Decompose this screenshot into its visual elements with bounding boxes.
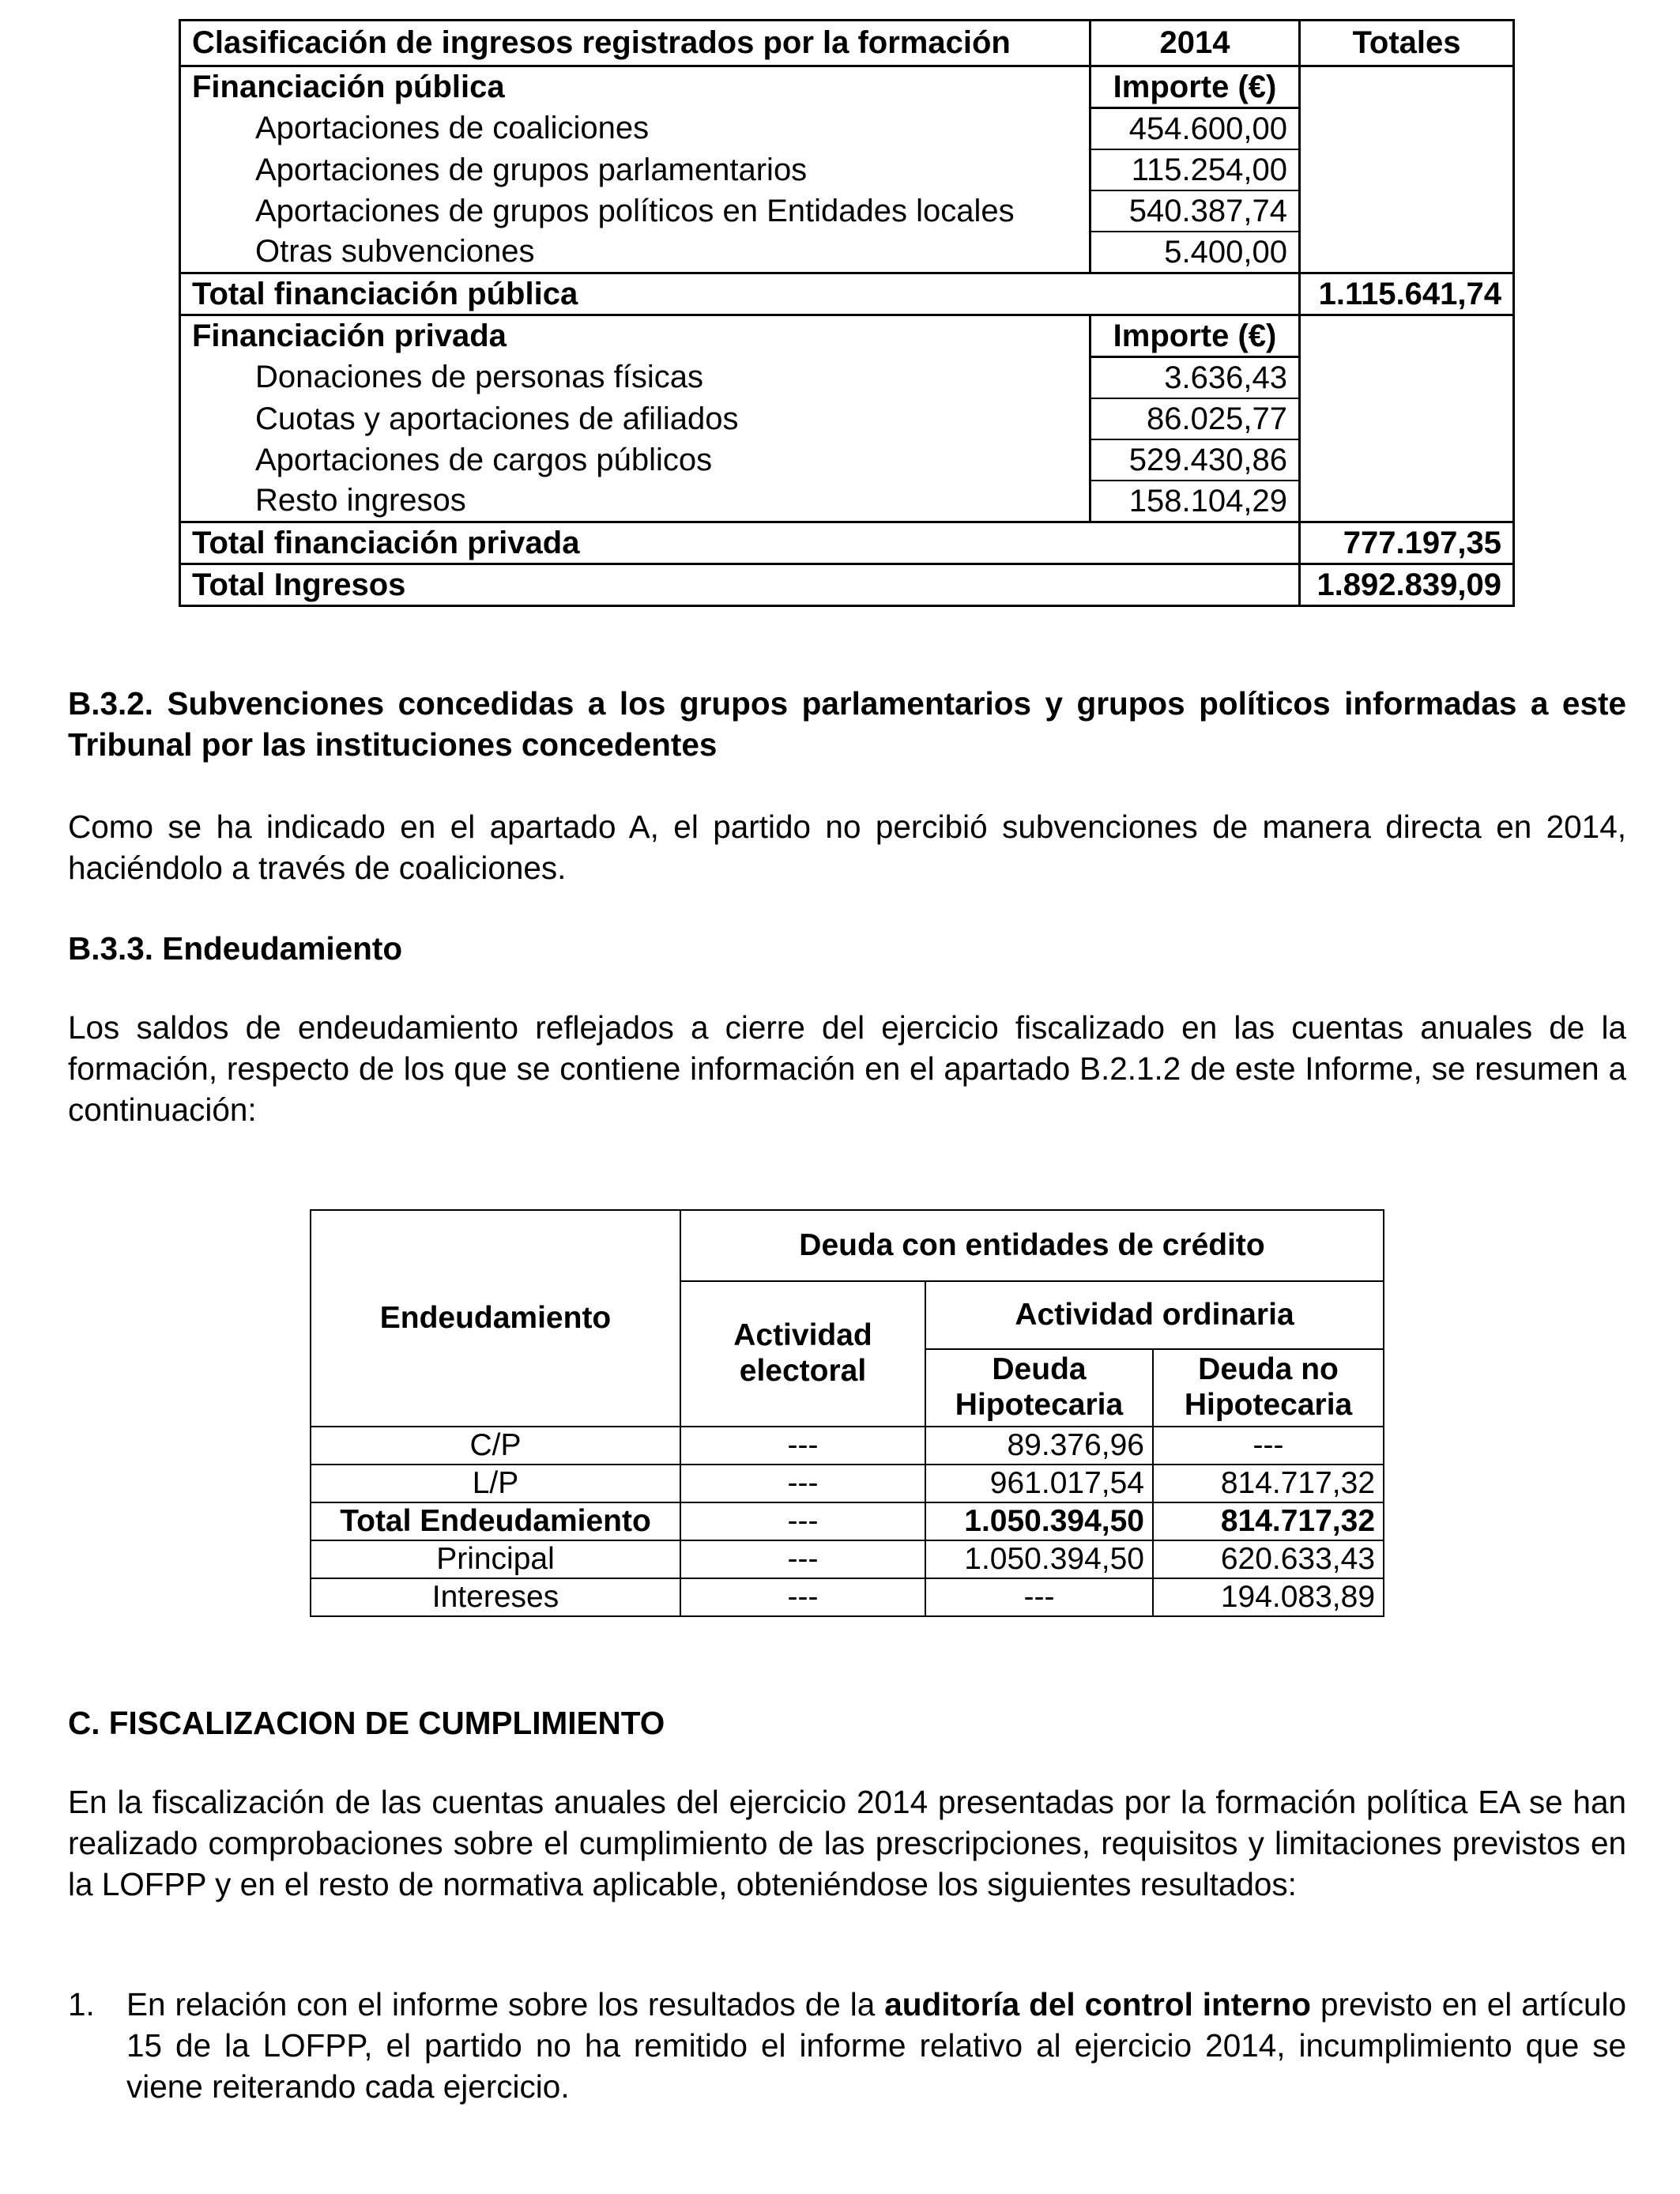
grand-total-value: 1.892.839,09 xyxy=(1300,564,1514,606)
public-row-label: Aportaciones de grupos políticos en Entidades locales xyxy=(180,190,1090,232)
debt-header-row-1 xyxy=(311,1210,1384,1281)
table-row xyxy=(311,1578,1384,1616)
private-row-label: Cuotas y aportaciones de afiliados xyxy=(180,398,1090,439)
private-row-value: 3.636,43 xyxy=(1090,357,1300,399)
debt-row-no-hipotecaria: 620.633,43 xyxy=(1153,1540,1384,1578)
debt-row-no-hipotecaria: 814.717,32 xyxy=(1153,1502,1384,1540)
section-c-heading: C. FISCALIZACION DE CUMPLIMIENTO xyxy=(68,1705,665,1741)
debt-row-hipotecaria: 1.050.394,50 xyxy=(925,1540,1153,1578)
grand-total-row xyxy=(180,564,1514,606)
debt-header-electoral: Actividad electoral xyxy=(680,1281,925,1427)
public-total-value: 1.115.641,74 xyxy=(1300,273,1514,315)
debt-row-label: L/P xyxy=(311,1465,680,1502)
debt-row-no-hipotecaria: --- xyxy=(1153,1427,1384,1465)
debt-row-electoral: --- xyxy=(680,1540,925,1578)
private-financing-header xyxy=(180,315,1514,357)
public-row-label: Aportaciones de grupos parlamentarios xyxy=(180,149,1090,190)
public-financing-header xyxy=(180,66,1514,108)
section-b332-heading: B.3.2. Subvenciones concedidas a los grupos parlamentarios y grupos políticos informadas a este Tribunal por las instituciones concedentes xyxy=(68,685,1626,763)
section-c-paragraph: En la fiscalización de las cuentas anuales del ejercicio 2014 presentadas por la formación política EA se han realizado comprobaciones sobre el cumplimiento de las prescripciones, requisitos y limitaciones previstos en la LOFPP y en el resto de normativa aplicable, obteniéndose los siguientes resultados: xyxy=(68,1784,1626,1902)
list-item-text-end: previsto en el artículo 15 de la LOFPP, el partido no ha remitido el informe relativo al ejercicio 2014, incumplimiento que se viene reiterando cada ejercicio. xyxy=(126,1986,1627,2105)
debt-header-hipotecaria: Deuda Hipotecaria xyxy=(925,1349,1153,1427)
debt-row-label: C/P xyxy=(311,1427,680,1465)
debt-header-group: Deuda con entidades de crédito xyxy=(680,1210,1384,1281)
income-header-totals: Totales xyxy=(1300,21,1514,66)
debt-row-electoral: --- xyxy=(680,1578,925,1616)
list-item-text-start: En relación con el informe sobre los resultados de la xyxy=(126,1986,885,2022)
grand-total-label: Total Ingresos xyxy=(180,564,1300,606)
debt-row-hipotecaria: --- xyxy=(925,1578,1153,1616)
section-b332-paragraph: Como se ha indicado en el apartado A, el partido no percibió subvenciones de manera directa en 2014, haciéndolo a través de coaliciones. xyxy=(68,809,1626,886)
section-b333-heading: B.3.3. Endeudamiento xyxy=(68,930,403,967)
debt-header-ordinaria: Actividad ordinaria xyxy=(925,1281,1384,1349)
debt-row-hipotecaria: 89.376,96 xyxy=(925,1427,1153,1465)
list-item-text xyxy=(126,1984,1626,2107)
private-row-value: 86.025,77 xyxy=(1090,398,1300,439)
private-row-label: Resto ingresos xyxy=(180,481,1090,522)
private-total-label: Total financiación privada xyxy=(180,522,1300,564)
debt-header-endeudamiento: Endeudamiento xyxy=(311,1210,680,1427)
public-financing-label: Financiación pública xyxy=(180,66,1090,108)
private-row-value: 158.104,29 xyxy=(1090,481,1300,522)
list-item-bold-term: auditoría del control interno xyxy=(884,1986,1312,2022)
public-row-value: 5.400,00 xyxy=(1090,232,1300,273)
debt-table xyxy=(310,1209,1384,1617)
public-total-row xyxy=(180,273,1514,315)
public-row-value: 115.254,00 xyxy=(1090,149,1300,190)
public-row-value: 454.600,00 xyxy=(1090,108,1300,150)
private-row-value: 529.430,86 xyxy=(1090,439,1300,481)
private-row-label: Donaciones de personas físicas xyxy=(180,357,1090,399)
debt-total-row xyxy=(311,1502,1384,1540)
debt-row-label: Principal xyxy=(311,1540,680,1578)
table-row xyxy=(311,1540,1384,1578)
list-item-number: 1. xyxy=(68,1986,95,2022)
income-table-header xyxy=(180,21,1514,66)
debt-row-no-hipotecaria: 194.083,89 xyxy=(1153,1578,1384,1616)
private-total-row xyxy=(180,522,1514,564)
income-header-classification: Clasificación de ingresos registrados por la formación xyxy=(180,21,1090,66)
private-amount-header: Importe (€) xyxy=(1090,315,1300,357)
income-classification-table xyxy=(179,19,1515,607)
debt-row-label: Total Endeudamiento xyxy=(311,1502,680,1540)
private-total-value: 777.197,35 xyxy=(1300,522,1514,564)
table-row xyxy=(311,1465,1384,1502)
debt-row-label: Intereses xyxy=(311,1578,680,1616)
public-row-label: Aportaciones de coaliciones xyxy=(180,108,1090,150)
public-amount-header: Importe (€) xyxy=(1090,66,1300,108)
public-total-label: Total financiación pública xyxy=(180,273,1300,315)
debt-row-electoral: --- xyxy=(680,1502,925,1540)
private-financing-label: Financiación privada xyxy=(180,315,1090,357)
debt-row-electoral: --- xyxy=(680,1465,925,1502)
debt-row-hipotecaria: 1.050.394,50 xyxy=(925,1502,1153,1540)
debt-header-no-hipotecaria: Deuda no Hipotecaria xyxy=(1153,1349,1384,1427)
debt-row-electoral: --- xyxy=(680,1427,925,1465)
public-row-label: Otras subvenciones xyxy=(180,232,1090,273)
income-header-year: 2014 xyxy=(1090,21,1300,66)
debt-row-hipotecaria: 961.017,54 xyxy=(925,1465,1153,1502)
table-row xyxy=(311,1427,1384,1465)
public-row-value: 540.387,74 xyxy=(1090,190,1300,232)
private-row-label: Aportaciones de cargos públicos xyxy=(180,439,1090,481)
debt-row-no-hipotecaria: 814.717,32 xyxy=(1153,1465,1384,1502)
section-b333-paragraph: Los saldos de endeudamiento reflejados a cierre del ejercicio fiscalizado en las cuentas anuales de la formación, respecto de los que se contiene información en el apartado B.2.1.2 de este Informe, se resumen a continuación: xyxy=(68,1009,1626,1128)
